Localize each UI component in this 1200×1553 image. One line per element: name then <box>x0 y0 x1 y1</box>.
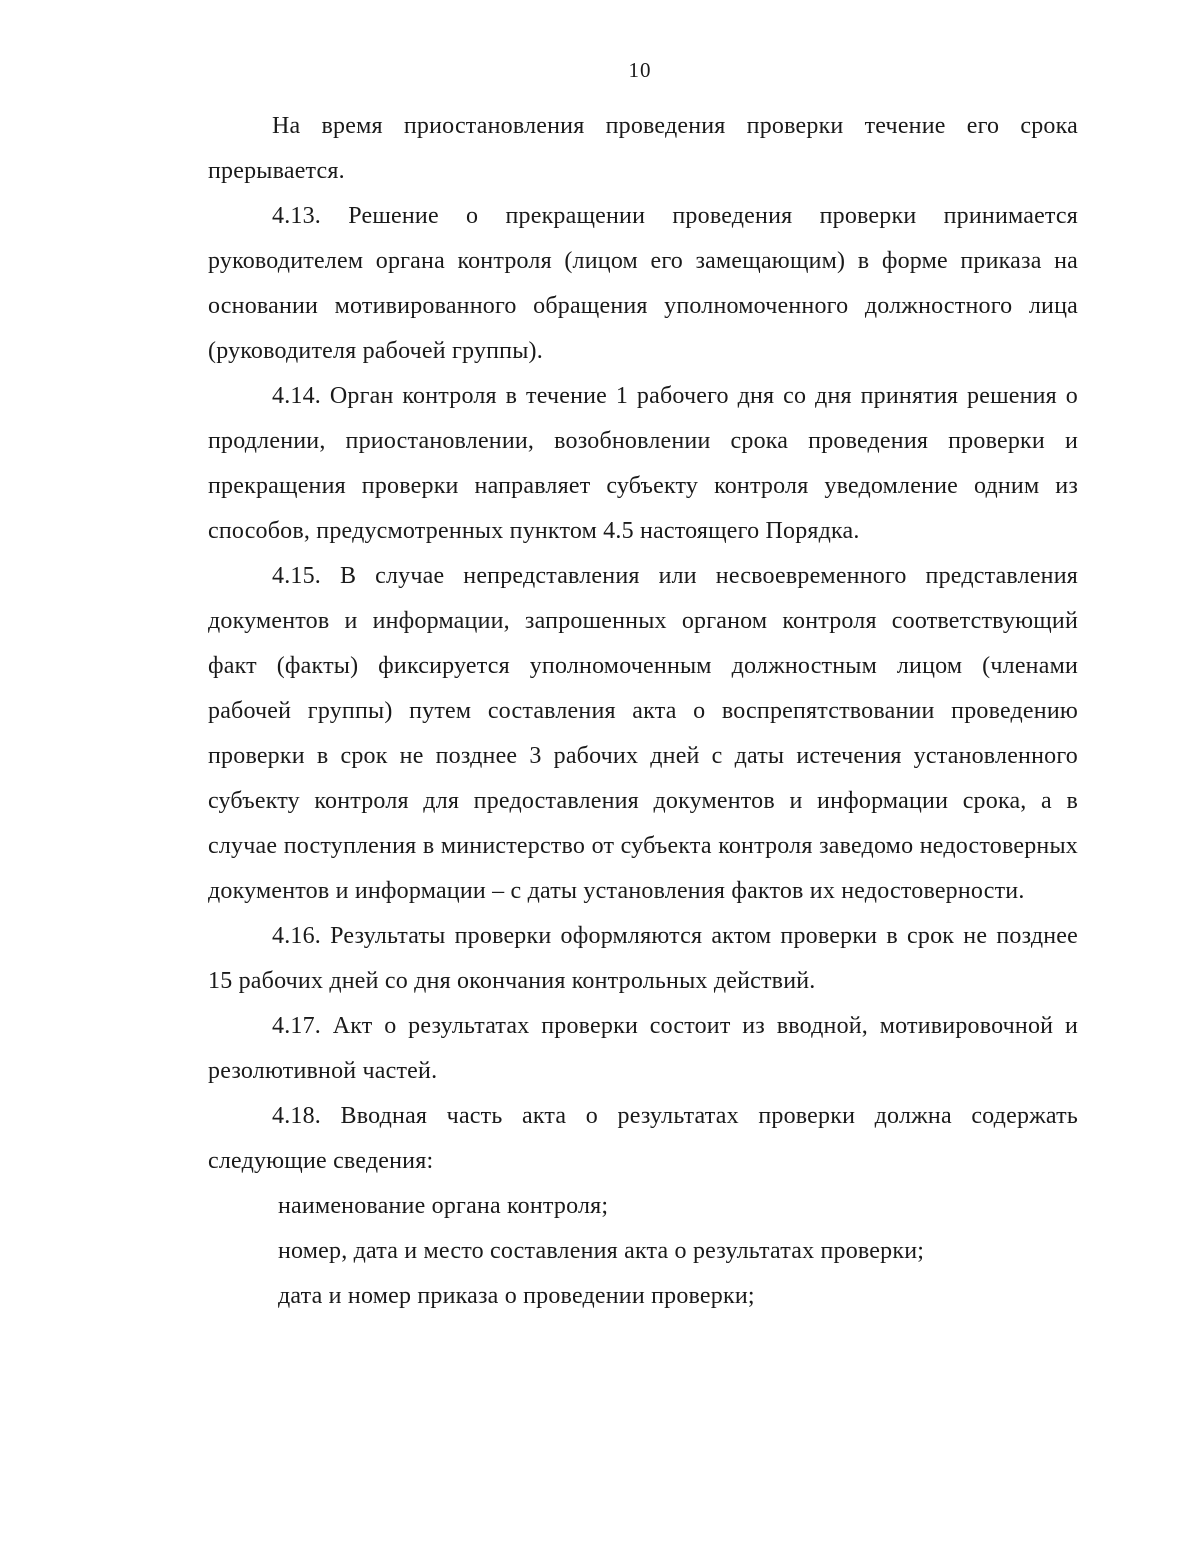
list-item: дата и номер приказа о проведении проверки; <box>278 1283 755 1309</box>
paragraph-4-14: 4.14. Орган контроля в течение 1 рабочего дня со дня принятия решения о продлении, приостановлении, возобновлении срока проведения проверки и прекращения проверки направляет субъекту контроля уведомление одним из способов, предусмотренных пунктом 4.5 настоящего Порядка. <box>208 383 1078 544</box>
paragraph-4-18: 4.18. Вводная часть акта о результатах проверки должна содержать следующие сведения: <box>208 1103 1078 1174</box>
paragraph-4-17: 4.17. Акт о результатах проверки состоит из вводной, мотивировочной и резолютивной частей. <box>208 1013 1078 1084</box>
page-number: 10 <box>628 58 652 82</box>
list-item: номер, дата и место составления акта о результатах проверки; <box>278 1238 925 1264</box>
paragraph-4-16: 4.16. Результаты проверки оформляются актом проверки в срок не позднее 15 рабочих дней со дня окончания контрольных действий. <box>208 923 1078 994</box>
paragraph-suspension-note: На время приостановления проведения проверки течение его срока прерывается. <box>208 113 1078 184</box>
paragraph-4-13: 4.13. Решение о прекращении проведения проверки принимается руководителем органа контроля (лицом его замещающим) в форме приказа на основании мотивированного обращения уполномоченного должностного лица (руководителя рабочей группы). <box>208 203 1078 364</box>
list-item: наименование органа контроля; <box>278 1193 609 1219</box>
paragraph-4-15: 4.15. В случае непредставления или несвоевременного представления документов и информации, запрошенных органом контроля соответствующий факт (факты) фиксируется уполномоченным должностным лицом (членами рабочей группы) путем составления акта о воспрепятствовании проведению проверки в срок не позднее 3 рабочих дней с даты истечения установленного субъекту контроля для предоставления документов и информации срока, а в случае поступления в министерство от субъекта контроля заведомо недостоверных документов и информации – с даты установления фактов их недостоверности. <box>208 563 1078 904</box>
document-body <box>208 104 1078 1319</box>
